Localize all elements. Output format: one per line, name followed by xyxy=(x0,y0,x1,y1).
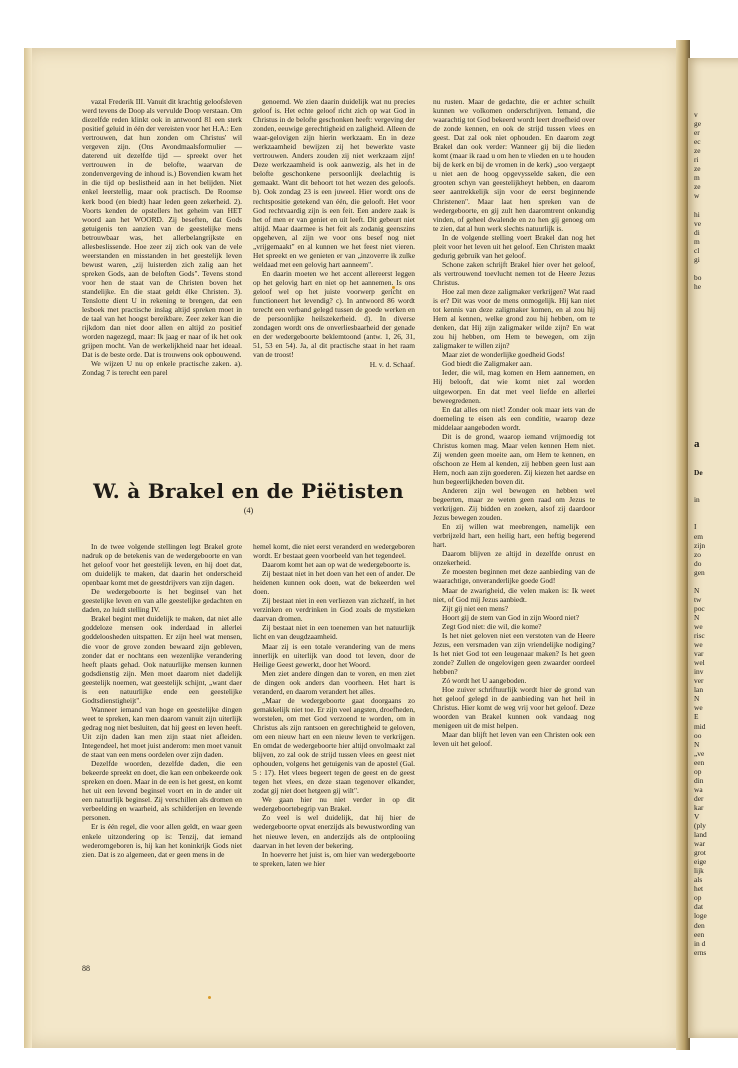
text-fragment xyxy=(694,513,738,522)
text-fragment: een xyxy=(694,757,705,767)
paragraph: In hoeverre het juist is, om hier van wedergeboorte te spreken, laten we hier xyxy=(253,849,415,868)
paragraph: Schone zaken schrijft Brakel hier over het geloof, als vertrouwend toevlucht nemen tot de Heere Jezus Christus. xyxy=(433,259,595,287)
article-column-1 xyxy=(82,542,242,859)
article-column-3 xyxy=(433,97,595,748)
text-fragment: din xyxy=(694,775,704,785)
article-part-number: (4) xyxy=(243,506,254,515)
text-fragment: N xyxy=(694,694,700,704)
text-fragment: in d xyxy=(694,938,706,948)
author-signature: H. v. d. Schaaf. xyxy=(369,360,415,370)
text-fragment: eige xyxy=(694,857,707,867)
text-fragment: wa xyxy=(694,784,703,794)
text-fragment: inv xyxy=(694,667,704,677)
text-fragment: kar xyxy=(694,802,704,812)
paragraph: In de volgende stelling voert Brakel dan nog het pleit voor het leven uit het geloof. Een Christen maakt gedurig gebruik van het geloof. xyxy=(433,232,595,260)
text-fragment: den xyxy=(694,920,705,930)
text-fragment: ver xyxy=(694,676,704,686)
top-article-column-1 xyxy=(82,97,242,377)
text-fragment: w xyxy=(694,191,700,201)
paragraph: vazal Frederik III. Vanuit dit krachtig geloofsleven werd tevens de Doop als vervulde Doop verstaan. Om diezelfde reden klinkt ook in antwoord 81 een sterk positief geluid in één der vereisten voor het H.A.: Een vertrouwen, dat hun zonden om Christus' wil vergeven zijn. (Ons Avondmaalsformulier — daterend uit dezelfde tijd — spreekt over het vertrouwen in de belofte, waarvan de zondenvergeving de inhoud is.) Bovendien kwam het in die tijd op beslistheid aan in het belijden. Niet enkel leerstellig, maar ook practisch. De Roomse kerk bood (en biedt) haar leden geen zekerheid. 2). Voorts kenden de opstellers het geheim van HET woord aan het WOORD. Zij beseften, dat Gods getuigenis ten aanzien van de geestelijke mens betrouwbaar was, het allerbelangrijkste en allesbeslissende. Hoe zeer zij zich ook van de vele weerstanden en misstanden in het geestelijk leven bewust waren, „zij luisterden zich zalig aan het spreken Gods, aan de beloften Gods". Tevens stond voor hen de staat van de Christen boven het standelijke. En die staat geldt élke Christen. 3). Tenslotte dient U in rekening te brengen, dat een lesboek met practische inslag altijd spreken moet in de taal van het hoogst bereikbare. Zeer zeker kan die rijkdom dan niet door allen en altijd zo positief worden nagezegd, maar: Ik jaag er naar of ik het ook grijpen mocht. Van de werkelijkheid naar het ideaal. Dat is de beste orde. Dat is trouwens ook opbouwend. xyxy=(82,97,242,360)
paragraph: Zo veel is wel duidelijk, dat hij hier de wedergeboorte opvat enerzijds als bewustwording van het nieuwe leven, en anderzijds als de ontplooiing daarvan in het leven der bekering. xyxy=(253,813,415,850)
paragraph: In de twee volgende stellingen legt Brakel grote nadruk op de betekenis van de wedergeboorte en van het geloof voor het geestelijk leven, en hij doet dat, om duidelijk te maken, dat daarin het onderscheid openbaar komt met de geestdrijvers van zijn dagen. xyxy=(82,542,242,588)
text-fragment: v xyxy=(694,110,698,119)
paragraph: Ze moesten beginnen met deze aanbieding van de waarachtige, onveranderlijke goede God! xyxy=(433,567,595,586)
text-fragment: het xyxy=(694,884,704,894)
paragraph: Hoe zal men deze zaligmaker verkrijgen? Wat raad is er? Dit was voor de mens onmogelijk. Hij kan niet tot kennis van deze zaligmaker komen, en al zou hij Hem al kennen, welke grond zou hij hebben, om te denken, dat Hij zijn zaligmaker wilde zijn? En wat zou hij hebben, om Hem te bewegen, om zijn zaligmaker te willen zijn? xyxy=(433,286,595,351)
paragraph: Is het niet geloven niet een verstoten van de Heere Jezus, een versmaden van zijn vriendelijke nodiging? Is het niet God tot een leugenaar maken? Is het geen zonde? Zullen de ongelovigen geen zwaarder oordeel hebben? xyxy=(433,630,595,676)
paragraph: nu rusten. Maar de gedachte, die er achter schuilt kunnen we volkomen onderschrijven. Iemand, die waarachtig tot God bekeerd wordt leert droefheid over de zonde kennen, en ook de strijd tussen vlees en geest. Dat zal ook niet ophouden. En daarom zegt Brakel dan ook verder: Wanneer gij bij die lieden komt (maar ik raad u om hen te vlieden en u te houden bij de kerk en bij de vromen in de kerk) „soo vergaept u niet aen de hoog opgevysselde saken, die een grooten schyn van geestelijkheyt hebben, en daarom seer aantrekkelijk sijn voor de eerst beginnende Christenen". Maar laat hen spreken van de wedergeboorte, en gij zult hen daaromtrent onkundig vinden, of geheel dwalende en zo hen gij genoeg om te zien, dat al hun werk slechts natuurlijk is. xyxy=(433,97,595,233)
page-edge-shadow xyxy=(24,48,32,1048)
article-title: W. à Brakel en de Piëtisten xyxy=(93,479,404,503)
next-page-heading: a xyxy=(694,438,700,451)
text-fragment: cl xyxy=(694,245,700,255)
text-fragment: we xyxy=(694,640,703,650)
text-fragment: risc xyxy=(694,631,705,641)
text-fragment: hi xyxy=(694,209,700,219)
paragraph: Hoe zuiver schriftuurlijk wordt hier de grond van het geloof gelegd in de aanbieding van het heil in Christus. Hier komt de weg vrij voor het geloof. Deze woorden van Brakel kunnen ook vandaag nog menigeen uit de mist helpen. xyxy=(433,685,595,731)
paragraph: We wijzen U nu op enkele practische zaken. a). Zondag 7 is terecht een parel xyxy=(82,359,242,378)
paragraph: Maar de zwarigheid, die velen maken is: Ik weet niet, of God mij Jezus aanbiedt. xyxy=(433,585,595,604)
paragraph: Ieder, die wil, mag komen en Hem aannemen, en Hij belooft, dat wie komt niet zal worden uitgeworpen. En dat met veel liefde en allerlei beweegredenen. xyxy=(433,368,595,405)
text-fragment: een xyxy=(694,929,705,939)
text-fragment: m xyxy=(694,173,700,183)
paragraph: Zó wordt het U aangeboden. xyxy=(442,676,527,685)
paragraph: De wedergeboorte is het beginsel van het geestelijke leven en van alle geestelijke gedachten en daden, zo luidt stelling IV. xyxy=(82,587,242,615)
text-fragment: gi xyxy=(694,254,700,264)
paragraph: Maar zij is een totale verandering van de mens innerlijk en uiterlijk van dood tot leven, door de Heilige Geest gewerkt, door het Woord. xyxy=(253,641,415,669)
text-fragment xyxy=(694,264,738,273)
text-fragment: we xyxy=(694,621,703,631)
paragraph: Men ziet andere dingen dan te voren, en men ziet de dingen ook anders dan voorheen. Het hart is veranderd, en daarom verandert het alles. xyxy=(253,668,415,696)
text-fragment: op xyxy=(694,766,702,776)
text-fragment: loge xyxy=(694,911,707,921)
text-fragment: V xyxy=(694,811,700,821)
paragraph: Zij bestaat niet in een toenemen van het natuurlijk licht en van deugdzaamheid. xyxy=(253,623,415,642)
text-fragment: we xyxy=(694,703,703,713)
text-fragment: op xyxy=(694,893,702,903)
paragraph: „Maar de wedergeboorte gaat doorgaans zo gemakkelijk niet toe. Er zijn veel angsten, droefheden, worstelen, om met God verzoend te worden, om in Christus als zijn rantsoen en gerechtigheid te geloven, om een nieuw hart en een nieuw leven te verkrijgen. En omdat de wedergeboorte hier altijd onvolmaakt zal blijven, zo zal ook de strijd tussen vlees en geest niet ophouden, volgens het getuigenis van de apostel (Gal. 5 : 17). Het vlees begeert tegen de geest en de geest tegen het vlees, en deze staan tegenover elkander, zodat gij niet doet hetgeen gij wilt". xyxy=(253,695,415,796)
paragraph: En daarin moeten we het accent allereerst leggen op het gelovig hart en niet op het aannemen. Is ons geloof wel op het juiste voorwerp gericht en functioneert het levendig? c). In antwoord 86 wordt terecht een verband gelegd tussen de goede werken en de persoonlijke heilszekerheid. d). In diverse zondagen wordt ons de onverliesbaarheid der genade en der wedergeboorte beklemtoond (antw. 1, 26, 31, 51, 53 en 54). Ja, al dit practische staat in het raam van de troost! xyxy=(253,268,415,360)
text-fragment: N xyxy=(694,612,700,622)
text-fragment: mid xyxy=(694,721,706,731)
text-fragment: ze xyxy=(694,182,701,192)
text-fragment: ze xyxy=(694,146,701,156)
text-fragment: tw xyxy=(694,594,702,604)
text-fragment: poc xyxy=(694,603,705,613)
paragraph: Maar ziet de wonderlijke goedheid Gods! xyxy=(442,350,565,360)
paragraph: We gaan hier nu niet verder in op dit wedergeboortebegrip van Brakel. xyxy=(253,795,415,814)
text-fragment: he xyxy=(694,281,701,291)
text-fragment: in xyxy=(694,495,700,505)
paragraph: God biedt die Zaligmaker aan. xyxy=(442,359,533,369)
text-fragment: do xyxy=(694,558,702,568)
text-fragment: var xyxy=(694,649,704,659)
text-fragment: war xyxy=(694,839,706,849)
paragraph: Er is één regel, die voor allen geldt, en waar geen enkele uitzondering op is: Tenzij, dat iemand wederomgeboren is, hij kan het koninkrijk Gods niet zien. Dat is zo algemeen, dat er geen mens in de xyxy=(82,822,242,859)
paragraph: Zijt gij niet een mens? xyxy=(442,603,509,613)
paragraph: En dat alles om niet! Zonder ook maar iets van de doemeling te eisen als een conditie, waarop deze middelaar aangeboden wordt. xyxy=(433,404,595,432)
text-fragment: der xyxy=(694,793,704,803)
text-fragment: N xyxy=(694,739,700,749)
next-page-fragments-top xyxy=(694,110,738,291)
text-fragment xyxy=(694,577,738,586)
text-fragment: lijk xyxy=(694,866,704,876)
paragraph: Anderen zijn wel bewogen en hebben wel begeerten, maar ze weten geen raad om Jezus te verkrijgen. Zij bidden en zoeken, alsof zij daardoor Jezus bewegen zouden. xyxy=(433,486,595,523)
text-fragment: als xyxy=(694,875,703,885)
text-fragment: (ply xyxy=(694,821,706,831)
text-fragment: „ve xyxy=(694,748,705,758)
paper-speck xyxy=(208,996,211,999)
text-fragment: ec xyxy=(694,137,701,147)
text-fragment: ve xyxy=(694,218,701,228)
text-fragment: gen xyxy=(694,567,705,577)
text-fragment: dat xyxy=(694,902,704,912)
page-number: 88 xyxy=(82,964,90,973)
top-article-column-2 xyxy=(253,97,415,369)
article-column-2 xyxy=(253,542,415,868)
paragraph: Zij bestaat niet in het doen van het een of ander. De heidenen kunnen ook doen, wat de bekeerden wel doen. xyxy=(253,569,415,597)
text-fragment: m xyxy=(694,236,700,246)
text-fragment: di xyxy=(694,227,700,237)
text-fragment: I xyxy=(694,522,697,532)
text-fragment: grot xyxy=(694,848,706,858)
paragraph: Zegt God niet: die wil, die kome? xyxy=(442,621,542,631)
text-fragment: er xyxy=(694,128,700,138)
text-fragment: zo xyxy=(694,549,701,559)
text-fragment xyxy=(694,504,738,513)
paragraph: genoemd. We zien daarin duidelijk wat nu precies geloof is. Het echte geloof richt zich op wat God in Christus in de belofte geschonken heeft: vergeving der zonden, eeuwige gerechtigheid en zaligheid. Alleen de waar-gelovigen zijn hierin werkzaam. En in deze werkzaamheid bewijzen zij het bewerkte vaste vertrouwen. Anders zouden zij niet werkzaam zijn! Deze werkzaamheid is ook aanwezig, als het in de belofte geschonkene persoonlijk deelachtig is gemaakt. Want dit behoort tot het wezen des geloofs. b). Ook zondag 23 is een juweel. Hier wordt ons de rechtspositie getekend van één, die gelooft. Het voor God rechtvaardig zijn is een feit. Een andere zaak is het of men er van geniet en uit leeft. Dit gebeurt niet altijd. Maar daarmee is het feit als zodanig geenszins opgeheven, al zijn we voor ons besef nog niet „vrijgemaakt" en al kunnen we het feest niet vieren. Het spreekt en we genieten er van „inzoverre ik zulke weldaad met een gelovig hart aanneem". xyxy=(253,97,415,269)
paragraph: Dit is de grond, waarop iemand vrijmoedig tot Christus komen mag. Maar velen kennen Hem niet. Zij wenden geen moeite aan, om Hem te kennen, en ofschoon ze Hem al kenden, zij hebben geen lust aan Hem, noch aan zijn goederen. Zij kiezen het aardse en hun begeerlijkheden boven dit. xyxy=(433,431,595,486)
text-fragment: lan xyxy=(694,685,704,695)
text-fragment: ge xyxy=(694,119,701,129)
paragraph: Wanneer iemand van hoge en geestelijke dingen weet te spreken, kan men daarom vanuit zijn uiterlijk gedrag nog niet besluiten, dat hij geest en leven heeft. Uit zijn daden kan men zijn staat niet afleiden. Integendeel, het moet juist anderom: men moet vanuit de staat van een mens oordelen over zijn daden. xyxy=(82,704,242,760)
text-fragment: oo xyxy=(694,730,702,740)
text-fragment: wel xyxy=(694,658,705,668)
text-fragment: em xyxy=(694,531,704,541)
text-fragment: land xyxy=(694,830,707,840)
paragraph: Daarom blijven ze altijd in dezelfde onrust en onzekerheid. xyxy=(433,549,595,568)
paragraph: Zij bestaat niet in een verliezen van zichzelf, in het verzinken en verdrinken in God zoals de mystieken daarvan dromen. xyxy=(253,596,415,624)
paragraph: Brakel begint met duidelijk te maken, dat niet alle goddeloze mensen ook inderdaad in allerlei goddeloosheden uitspatten. Er zijn heel wat mensen, die voor de grove zonden bewaard zijn gebleven, zonder dat er nochtans een wezenlijke verandering heeft plaats gehad. Ook natuurlijke mensen kunnen godsdienstig zijn. Men moet daarom niet dadelijk geestelijk noemen, wat geestelijk schijnt, „want daer is een natuurlijke ende een geestelijke Godtsdienstigheijt". xyxy=(82,614,242,705)
paragraph: Dezelfde woorden, dezelfde daden, die een bekeerde spreekt en doet, die kan een onbekeerde ook spreken en doen. Maar in de een is het geest, en komt het uit een levend beginsel voort en in de ander uit een natuurlijk beginsel. Zij verschillen als dromen en verbeelding en waarheid, als schilderijen en levende personen. xyxy=(82,759,242,823)
paragraph: Maar dan blijft het leven van een Christen ook een leven uit het geloof. xyxy=(433,730,595,749)
text-fragment: zijn xyxy=(694,540,706,550)
paragraph: Hoort gij de stem van God in zijn Woord niet? xyxy=(442,612,579,622)
text-fragment xyxy=(694,200,738,209)
next-page-fragments-bottom xyxy=(694,420,738,975)
text-fragment: bo xyxy=(694,272,702,282)
next-page-subheading: De xyxy=(694,468,703,478)
paragraph: hemel komt, die niet eerst veranderd en wedergeboren wordt. Er bestaat geen voorbeeld van het tegendeel. xyxy=(253,542,415,561)
text-fragment: E xyxy=(694,712,699,722)
text-fragment: erns xyxy=(694,947,707,957)
paragraph: Daarom komt het aan op wat de wedergeboorte is. xyxy=(262,560,411,570)
text-fragment: ze xyxy=(694,164,701,174)
fragment-list xyxy=(694,495,738,956)
paragraph: En zij willen wat meebrengen, namelijk een verbrijzeld hart, een heilig hart, een heftig begerend hart. xyxy=(433,522,595,550)
text-fragment: N xyxy=(694,585,700,595)
text-fragment: ri xyxy=(694,155,699,165)
